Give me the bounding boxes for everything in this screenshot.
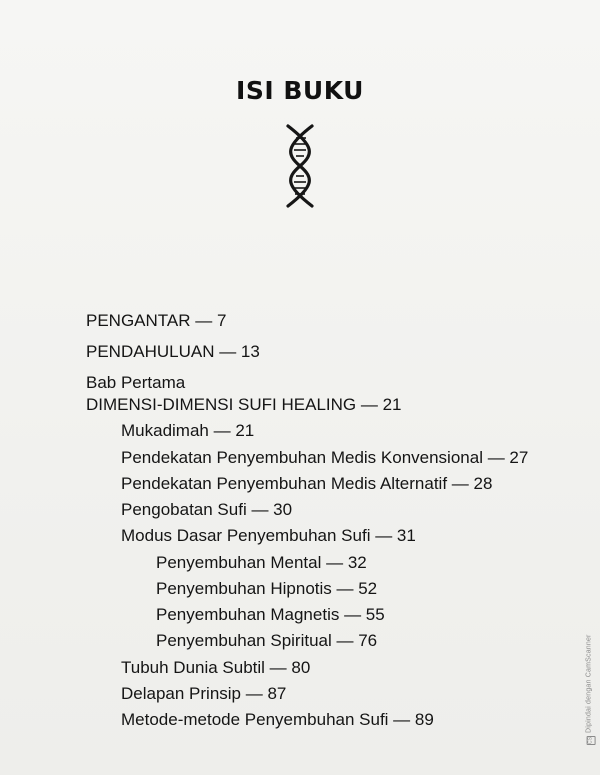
toc-entry: Penyembuhan Magnetis — 55 (156, 605, 385, 624)
dna-helix-icon (280, 124, 320, 208)
camscanner-logo-icon: CS (588, 736, 594, 744)
toc-entry: Penyembuhan Mental — 32 (156, 553, 367, 572)
toc-entry: Pendekatan Penyembuhan Medis Alternatif — 28 (121, 474, 493, 493)
toc-entry: Modus Dasar Penyembuhan Sufi — 31 (121, 526, 416, 545)
toc-entry: Pendekatan Penyembuhan Medis Konvensional — 27 (121, 448, 529, 467)
toc-entry: Penyembuhan Spiritual — 76 (156, 631, 378, 650)
toc-entry: Pengobatan Sufi — 30 (121, 500, 293, 519)
page-title: ISI BUKU (236, 76, 364, 105)
toc-entry: Mukadimah — 21 (121, 421, 255, 440)
toc-entry: DIMENSI-DIMENSI SUFI HEALING — 21 (86, 395, 402, 414)
toc-entry: PENDAHULUAN — 13 (86, 342, 260, 361)
toc-entry: Delapan Prinsip — 87 (121, 684, 287, 703)
toc-entry: Penyembuhan Hipnotis — 52 (156, 579, 378, 598)
scanner-watermark-text: Dipindai dengan CamScanner (586, 634, 593, 733)
toc-entry: Tubuh Dunia Subtil — 80 (121, 658, 311, 677)
scanner-watermark (586, 634, 596, 745)
toc-entry: PENGANTAR — 7 (86, 311, 227, 330)
toc-entry: Bab Pertama (86, 373, 186, 392)
toc-entry: Metode-metode Penyembuhan Sufi — 89 (121, 710, 434, 729)
